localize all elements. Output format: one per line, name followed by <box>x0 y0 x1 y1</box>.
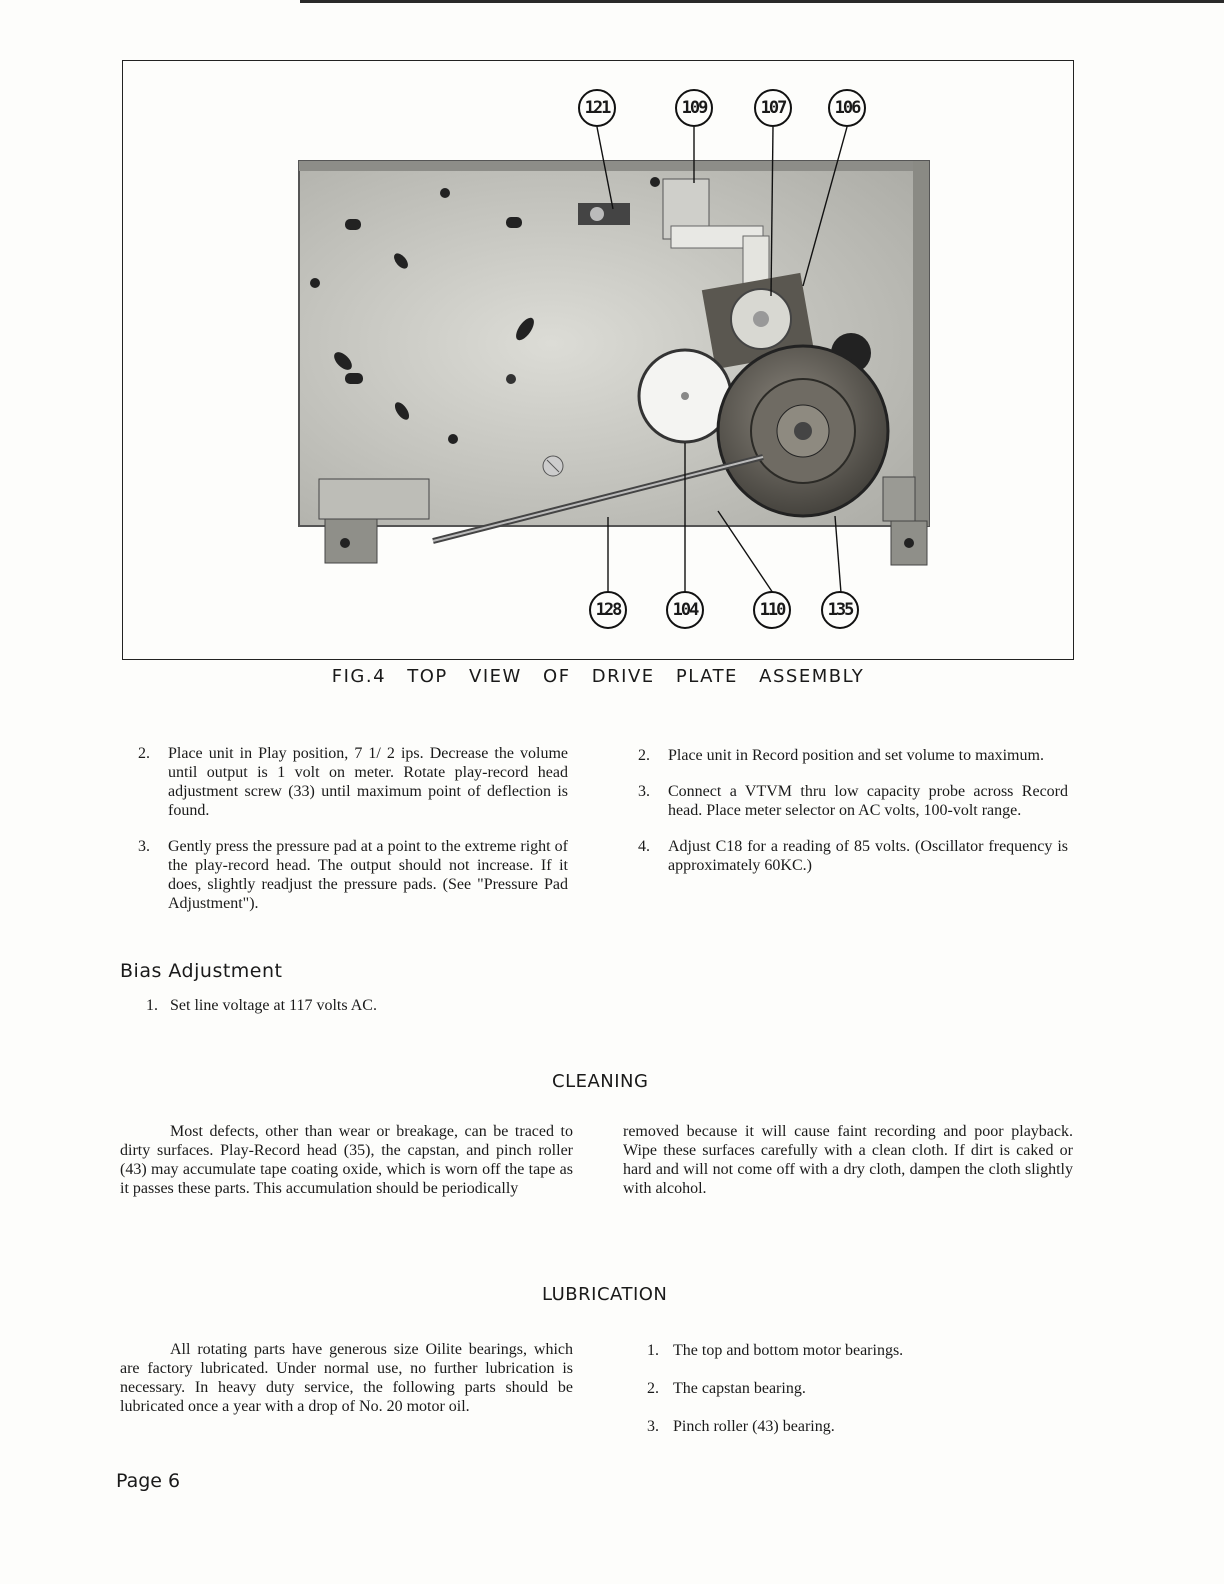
bias-heading: Bias Adjustment <box>120 960 283 982</box>
adjust-list-left <box>138 744 568 930</box>
bias-list <box>146 996 576 1032</box>
figure-frame <box>122 60 1074 660</box>
lubrication-heading: LUBRICATION <box>542 1284 668 1305</box>
list-item: 1. Set line voltage at 117 volts AC. <box>146 997 377 1014</box>
list-item: 3. Connect a VTVM thru low capacity probe across Record head. Place meter selector on AC volts, 100-volt range. <box>638 783 1068 819</box>
cleaning-col2: removed because it will cause faint recording and poor playback. Wipe these surfaces carefully with a clean cloth. If dirt is caked or hard and will not come off with a dry cloth, dampen the cloth slightly with alcohol. <box>623 1123 1073 1197</box>
callout-128: 128 <box>589 591 627 629</box>
lubrication-list <box>647 1341 1067 1455</box>
cleaning-col1: Most defects, other than wear or breakage, can be traced to dirty surfaces. Play-Record head (35), the capstan, and pinch roller (43) may accumulate tape coating oxide, which is worn off the tape as it passes these parts. This accumulation should be periodically <box>120 1123 573 1197</box>
drive-plate-photo <box>123 61 1073 659</box>
adjust-list-right <box>638 746 1068 892</box>
list-item: 3. Gently press the pressure pad at a point to the extreme right of the play-record head. The output should not increase. If it does, slightly readjust the pressure pads. (See "Pressure Pad Adjustment"). <box>138 838 568 912</box>
callout-106: 106 <box>828 89 866 127</box>
cleaning-heading: CLEANING <box>552 1071 649 1092</box>
callout-109: 109 <box>675 89 713 127</box>
list-item: 2. The capstan bearing. <box>647 1380 806 1397</box>
callout-121: 121 <box>578 89 616 127</box>
callout-110: 110 <box>753 591 791 629</box>
figure-caption: FIG.4 TOP VIEW OF DRIVE PLATE ASSEMBLY <box>331 666 865 687</box>
list-item: 1. The top and bottom motor bearings. <box>647 1342 904 1359</box>
list-item: 3. Pinch roller (43) bearing. <box>647 1418 835 1435</box>
top-edge-rule <box>300 0 1224 3</box>
page-number: Page 6 <box>116 1470 181 1492</box>
callout-104: 104 <box>666 591 704 629</box>
lubrication-col1: All rotating parts have generous size Oilite bearings, which are factory lubricated. Under normal use, no further lubrication is necessary. In heavy duty service, the following parts should be lubricated once a year with a drop of No. 20 motor oil. <box>120 1341 573 1415</box>
list-item: 2. Place unit in Record position and set volume to maximum. <box>638 747 1044 764</box>
callout-135: 135 <box>821 591 859 629</box>
callout-107: 107 <box>754 89 792 127</box>
list-item: 4. Adjust C18 for a reading of 85 volts. (Oscillator frequency is approximately 60KC.) <box>638 838 1068 874</box>
list-item: 2. Place unit in Play position, 7 1/ 2 ips. Decrease the volume until output is 1 volt on meter. Rotate play-record head adjustment screw (33) until maximum point of deflection is found. <box>138 745 568 819</box>
